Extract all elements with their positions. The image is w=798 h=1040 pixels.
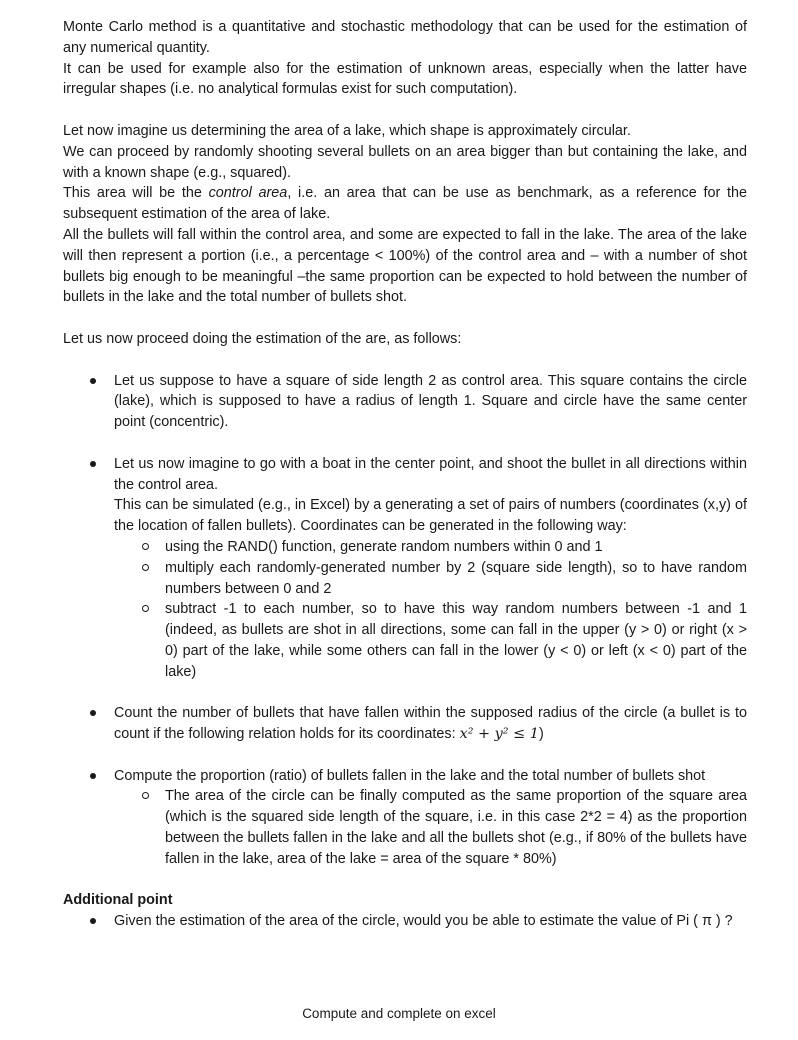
substep-multiply	[114, 558, 747, 600]
procedure-intro: Let us now proceed doing the estimation of the are, as follows:	[63, 330, 462, 347]
intro-paragraph-1: Monte Carlo method is a quantitative and stochastic methodology that can be used for the estimation of any numerical quantity.	[63, 19, 747, 56]
substep-subtract-text: subtract -1 to each number, so to have this way random numbers between -1 and 1 (indeed, as bullets are shot in all directions, some can fall in the upper (y > 0) or right (x > 0) part of the lake, while some others can fall in the lower (y < 0) or left (x < 0) part of the lake)	[165, 601, 747, 680]
additional-list	[63, 911, 747, 932]
document-body	[63, 17, 747, 932]
steps-list	[63, 371, 747, 433]
steps-list-4	[63, 766, 747, 870]
additional-heading: Additional point	[63, 892, 173, 909]
step-4-text: Compute the proportion (ratio) of bullets fallen in the lake and the total number of bullets shot	[114, 767, 706, 784]
substep-subtract	[114, 599, 747, 682]
lake-paragraph-3	[63, 183, 747, 225]
lake-paragraph-2: We can proceed by randomly shooting several bullets on an area bigger than but containing the lake, and with a known shape (e.g., squared).	[63, 143, 747, 181]
intro-paragraph-2: It can be used for example also for the estimation of unknown areas, especially when the latter have irregular shapes (i.e. no analytical formulas exist for such computation).	[63, 60, 747, 98]
steps-list-3	[63, 703, 747, 745]
step-count-bullets	[63, 703, 747, 745]
step-3-close-paren: )	[538, 726, 544, 743]
substep-area	[114, 786, 747, 869]
steps-list-2	[63, 454, 747, 683]
step-control-area	[63, 371, 747, 433]
coordinate-substeps	[114, 537, 747, 683]
step-shoot-bullets	[63, 454, 747, 683]
step-2-text-a: Let us now imagine to go with a boat in the center point, and shoot the bullet in all directions within the control area.	[114, 455, 747, 493]
step-3-text	[114, 703, 747, 745]
lake-p3-before: This area will be the	[63, 185, 209, 202]
step-compute-ratio	[63, 766, 747, 870]
lake-p3-after: , i.e. an area that can be use as benchmark, as a reference for the subsequent estimation of the area of lake.	[63, 185, 747, 223]
substep-rand-text: using the RAND() function, generate random numbers within 0 and 1	[165, 538, 603, 555]
pi-question-text: Given the estimation of the area of the circle, would you be able to estimate the value of Pi ( π ) ?	[114, 913, 733, 930]
substep-area-text: The area of the circle can be finally computed as the same proportion of the square area (which is the squared side length of the square, i.e. in this case 2*2 = 4) as the proportion between the bullets fallen in the lake and all the bullets shot (e.g., if 80% of the bullets have fallen in the lake, area of the lake = area of the square * 80%)	[165, 788, 747, 867]
footer-note: Compute and complete on excel	[302, 1006, 496, 1021]
step-3-sentence: Count the number of bullets that have fallen within the supposed radius of the circle (a bullet is to count if the following relation holds for its coordinates:	[114, 705, 747, 743]
step-2-text-b: This can be simulated (e.g., in Excel) by a generating a set of pairs of numbers (coordinates (x,y) of the location of fallen bullets). Coordinates can be generated in the following way:	[114, 497, 747, 535]
ratio-substeps	[114, 786, 747, 869]
control-area-term: control area	[208, 185, 288, 202]
step-1-text: Let us suppose to have a square of side length 2 as control area. This square contains the circle (lake), which is supposed to have a radius of length 1. Square and circle have the same center point (concentric).	[114, 372, 747, 431]
circle-inequality-formula: x² + y² ≤ 1	[459, 726, 539, 743]
substep-multiply-text: multiply each randomly-generated number by 2 (square side length), so to have random numbers between 0 and 2	[165, 559, 747, 597]
substep-rand	[114, 537, 747, 558]
lake-paragraph-4: All the bullets will fall within the control area, and some are expected to fall in the lake. The area of the lake will then represent a portion (i.e., a percentage < 100%) of the control area and – with a number of shot bullets big enough to be meaningful –the same proportion can be expected to hold between the number of bullets in the lake and the total number of bullets shot.	[63, 226, 747, 306]
additional-pi-question	[63, 911, 747, 932]
lake-paragraph-1: Let now imagine us determining the area of a lake, which shape is approximately circular.	[63, 122, 631, 139]
